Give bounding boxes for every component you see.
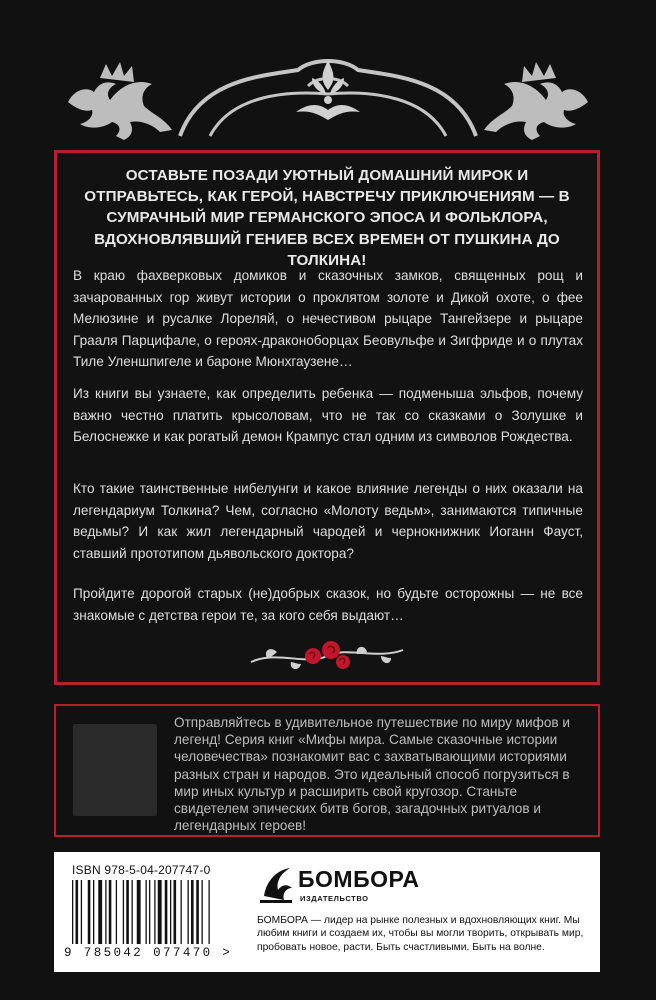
barcode-bar <box>137 880 141 944</box>
barcode-bar <box>149 880 150 944</box>
barcode-digits: 9 785042 077470 > <box>64 946 233 960</box>
paragraph-3: Кто такие таинственные нибелунги и какое влияние легенды о них оказали на легендариум Толкина? Чем, согласно «Молоту ведьм», занимаются типичные ведьмы? И как жил легендарный чародей и чернокнижник Иоганн Фауст, ставший прототипом дьявольского доктора? <box>73 481 583 561</box>
barcode-bar <box>202 880 203 944</box>
publisher-description: БОМБОРА — лидер на рынке полезных и вдохновляющих книг. Мы любим книги и создаем их, чтобы вы могли творить, открывать мир, пробовать новое, расти. Быть счастливыми. Быть на волне. <box>257 915 584 953</box>
headline: ОСТАВЬТЕ ПОЗАДИ УЮТНЫЙ ДОМАШНИЙ МИРОК И ОТПРАВЬТЕСЬ, КАК ГЕРОЙ, НАВСТРЕЧУ ПРИКЛЮЧЕНИЯМ — В СУМРАЧНЫЙ МИР ГЕРМАНСКОГО ЭПОСА И ФОЛЬКЛОРА, ВДОХНОВЛЯВШИЙ ГЕНИЕВ ВСЕХ ВРЕМЕН ОТ ПУШКИНА ДО ТОЛКИНА! <box>84 167 570 269</box>
barcode-bar <box>158 880 162 944</box>
barcode-bar <box>174 880 177 944</box>
barcode-bar <box>81 880 82 944</box>
barcode-bar <box>188 880 189 944</box>
left-dragon-icon <box>68 62 172 140</box>
series-frame <box>54 704 600 837</box>
barcode-bar <box>76 880 79 944</box>
barcode <box>72 880 256 944</box>
barcode-bar <box>132 880 133 944</box>
barcode-bar <box>93 880 94 944</box>
barcode-bar <box>154 880 155 944</box>
publisher-name: БОМБОРА <box>298 866 420 892</box>
barcode-bar <box>88 880 91 944</box>
barcode-bar <box>146 880 147 944</box>
barcode-bar <box>72 880 73 944</box>
barcode-bar <box>116 880 117 944</box>
barcode-bar <box>165 880 168 944</box>
barcode-bar <box>196 880 199 944</box>
right-dragon-icon <box>484 62 588 140</box>
barcode-bar <box>181 880 182 944</box>
lily-icon <box>296 60 360 120</box>
paragraph-4: Пройдите дорогой старых (не)добрых сказок, но будьте осторожны — не все знакомые с детства герои те, за кого себя выдают… <box>73 586 583 623</box>
barcode-bar <box>123 880 124 944</box>
barcode-bar <box>191 880 194 944</box>
book-thumbnail <box>73 724 157 816</box>
dragon-ornament <box>60 40 596 145</box>
paragraph-1: В краю фахверковых домиков и сказочных замков, священных рощ и зачарованных гор живут истории о проклятом золоте и Дикой охоте, о фее Мелюзине и русалке Лореляй, о нечестивом рыцаре Тангейзере и рыцаре Грааля Парцифале, о героях-драконоборцах Беовульфе и Зигфриде и о плутах Тиле Уленшпигеле и бароне Мюнхгаузене… <box>73 268 583 370</box>
bombora-wave-icon <box>256 862 296 906</box>
isbn-label: ISBN 978-5-04-207747-0 <box>72 863 211 877</box>
series-description: Отправляйтесь в удивительное путешествие по миру мифов и легенд! Серия книг «Мифы мира. Самые сказочные истории человечества» познакомит вас с захватывающими историями разных стран и народов. Это идеальный способ погрузиться в мир иных культур и расширить свой кругозор. Станьте свидетелем эпических битв богов, загадочных ритуалов и легендарных героев! <box>174 715 570 834</box>
barcode-bar <box>209 880 210 944</box>
barcode-bar <box>126 880 129 944</box>
barcode-bar <box>98 880 102 944</box>
publisher-block <box>54 852 600 972</box>
rose-vine-icon <box>247 636 407 676</box>
barcode-bar <box>170 880 171 944</box>
paragraph-2: Из книги вы узнаете, как определить ребенка — подменыша эльфов, почему важно честно платить крысоловам, что не так со сказками о Золушке и Белоснежке и как рогатый демон Крампус стал одним из символов Рождества. <box>73 386 583 445</box>
publisher-subtitle: ИЗДАТЕЛЬСТВО <box>300 894 369 903</box>
description-frame <box>54 150 600 685</box>
barcode-bar <box>105 880 106 944</box>
barcode-bar <box>109 880 112 944</box>
